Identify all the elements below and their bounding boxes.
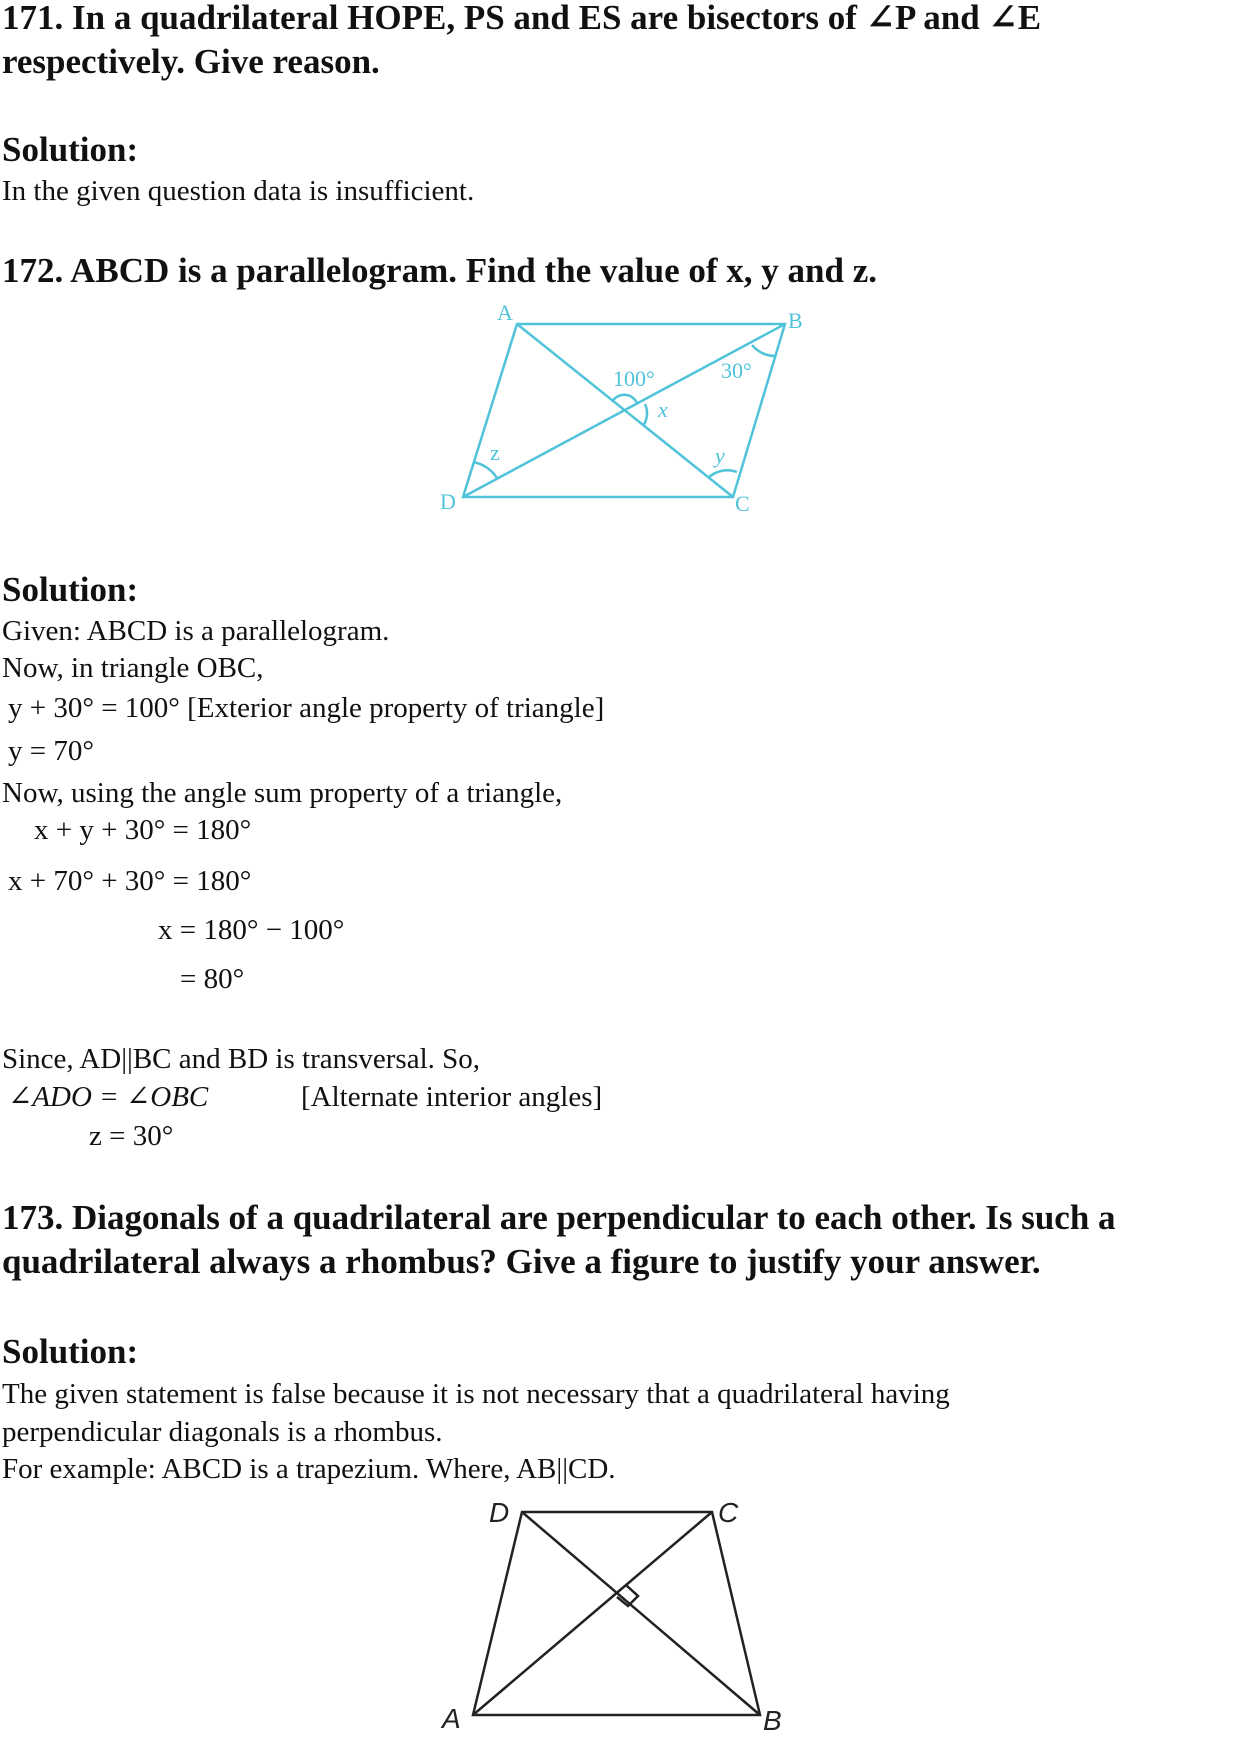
question-heading: quadrilateral always a rhombus? Give a figure to justify your answer. bbox=[2, 1242, 1041, 1281]
angle-label-z: z bbox=[490, 440, 500, 465]
question-heading: 171. In a quadrilateral HOPE, PS and ES are bisectors of ∠P and ∠E bbox=[2, 0, 1042, 37]
equation: = 80° bbox=[180, 963, 245, 995]
diagonal-bd bbox=[463, 324, 785, 497]
angle-arc-x bbox=[643, 404, 647, 426]
angle-label-30: 30° bbox=[721, 358, 752, 383]
solution-line: For example: ABCD is a trapezium. Where, AB||CD. bbox=[2, 1453, 616, 1485]
equation: x = 180° − 100° bbox=[158, 914, 345, 946]
angle-label-x: x bbox=[658, 397, 668, 422]
vertex-label-a: A bbox=[442, 1703, 461, 1734]
solution-line: Now, in triangle OBC, bbox=[2, 652, 264, 684]
parallelogram-abcd bbox=[463, 324, 785, 497]
vertex-label-d: D bbox=[440, 489, 456, 514]
equation: y + 30° = 100° [Exterior angle property of triangle] bbox=[8, 692, 605, 724]
right-angle-mark bbox=[617, 1585, 638, 1606]
equation: ∠ADO = ∠OBC bbox=[8, 1081, 209, 1113]
solution-line: Now, using the angle sum property of a triangle, bbox=[2, 777, 563, 809]
solution-line: The given statement is false because it is not necessary that a quadrilateral having bbox=[2, 1378, 950, 1410]
question-heading: 173. Diagonals of a quadrilateral are perpendicular to each other. Is such a bbox=[2, 1198, 1116, 1237]
equation: x + 70° + 30° = 180° bbox=[8, 865, 252, 897]
diagonal-ac bbox=[517, 324, 733, 497]
angle-arc-z bbox=[473, 462, 497, 478]
trapezium-abcd bbox=[473, 1512, 760, 1715]
solution-line: Since, AD||BC and BD is transversal. So, bbox=[2, 1043, 481, 1075]
vertex-label-d: D bbox=[489, 1497, 510, 1528]
vertex-label-b: B bbox=[788, 308, 803, 333]
question-heading: respectively. Give reason. bbox=[2, 42, 380, 81]
angle-arc-100 bbox=[612, 395, 637, 403]
vertex-label-b: B bbox=[763, 1705, 782, 1736]
equation: y = 70° bbox=[8, 735, 94, 767]
solution-text: In the given question data is insufficient. bbox=[2, 175, 475, 207]
question-heading: 172. ABCD is a parallelogram. Find the value of x, y and z. bbox=[2, 251, 878, 290]
solution-label: Solution: bbox=[2, 130, 139, 169]
solution-line: perpendicular diagonals is a rhombus. bbox=[2, 1416, 443, 1448]
equation: z = 30° bbox=[89, 1120, 174, 1152]
angle-label-100: 100° bbox=[613, 366, 655, 391]
solution-label: Solution: bbox=[2, 1332, 139, 1371]
reason: [Alternate interior angles] bbox=[301, 1081, 603, 1113]
vertex-label-c: C bbox=[735, 491, 750, 516]
solution-line: Given: ABCD is a parallelogram. bbox=[2, 615, 390, 647]
angle-label-y: y bbox=[715, 443, 725, 468]
diagonal-db bbox=[522, 1512, 760, 1715]
diagonal-ca bbox=[473, 1512, 712, 1715]
angle-arc-30 bbox=[752, 345, 775, 356]
angle-arc-y bbox=[708, 470, 737, 478]
vertex-label-a: A bbox=[497, 300, 513, 325]
solution-label: Solution: bbox=[2, 570, 139, 609]
vertex-label-c: C bbox=[718, 1497, 739, 1528]
equation: x + y + 30° = 180° bbox=[34, 814, 252, 846]
